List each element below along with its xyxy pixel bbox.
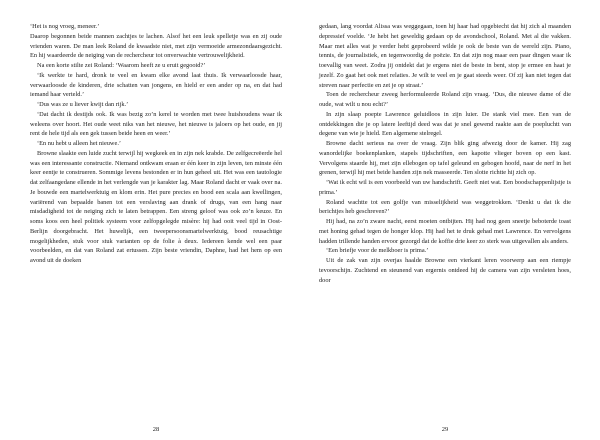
paragraph: Browne dacht serieus na over de vraag. Zijn blik ging afwezig door de kamer. Hij zag wanordelijke boekenplanken, stapels tijdschriften, een kapotte vlieger boven op een kast. Vervolgens staarde hij, met zijn ellebogen op tafel geleund en gebogen hoofd, naar de nerf in het grenen, terwijl hij met beide handen zijn nek masseerde. Ten slotte richtte hij zich op. [319,140,571,177]
paragraph: Na een korte stilte zei Roland: ‘Waarom heeft ze u eruit gegooid?’ [37,62,206,69]
paragraph: ‘Het is nog vroeg, meneer.’ [30,23,100,30]
paragraph: ‘En nu hebt u alleen het nieuwe.’ [37,140,122,147]
right-page [319,22,571,433]
paragraph: Uit de zak van zijn overjas haalde Browne een vierkant leren voorwerp aan een riempje tevoorschijn. Zuchtend en steunend van ergernis ontdeed hij de camera van zijn versleten hoes, door [319,257,571,284]
left-page [30,22,282,433]
right-page-number: 29 [441,426,449,433]
paragraph: ‘Dat dacht ik destijds ook. Ik was bezig zo’n kerel te worden met twee huishoudens waar ik weleens over hoort. Het oude weet niks van het nieuwe, het nieuwe is jaloers op het oude, en jij rent de hele tijd als een gek tussen beide heen en weer.’ [30,110,282,138]
left-page-text [30,22,282,266]
paragraph: Roland wachtte tot een golfje van misselijkheid was weggetrokken. ‘Denkt u dat ik die berichtjes heb geschreven?’ [319,198,571,216]
paragraph: Toen de rechercheur zweeg herformuleerde Roland zijn vraag. ‘Dus, die nieuwe dame of die oude, wat wilt u nou echt?’ [319,91,571,108]
left-page-number: 28 [152,426,160,433]
paragraph: In zijn slaap poepte Lawrence geluidloos in zijn luier. De stank viel mee. Een van de ontdekkingen die je op latere leeftijd deed was dat je snel gewend raakte aan de poepluchtt van degene van wie je hield. Een algemene stelregel. [319,110,571,138]
paragraph: ‘Wat ik echt wil is een voorbeeld van uw handschrift. Geeft niet wat. Een boodschappenlijstje is prima.’ [319,179,571,196]
paragraph: ‘Ik werkte te hard, dronk te veel en kwam elke avond laat thuis. Ik verwaarloosde haar, verwaarloosde de kinderen, drie schatten van jongens, en hield er een ander op na, en dat had iemand haar verteld.’ [30,71,282,99]
paragraph: Browne slaakte een luide zucht terwijl hij wegkeek en in zijn nek krabde. De zelfgecreëerde hel was een interessante constructie. Niemand ontkwam eraan er één keer in zijn leven, ten minste één keer eentje te construeren. Sommige levens bestonden er in hun geheel uit. Het was een tautologie dat zelfaangedane ellende in het verlengde van je karakter lag. Maar Roland dacht er vaak over na. Je bouwde een martelwerktuig en klom erin. Het pure precies en bood een scala aan kwellingen, variërend van bepaalde banen tot een verslaving aan drank of drugs, van een hang naar misdadigheid tot de neiging zich te laten betrappen. Een streng geloof was ook zo’n keuze. En soms koos een heel politiek systeem voor zelfopgelegde misère: hij had ooit veel tijd in Oost-Berlijn doorgebracht. Het huwelijk, een tweepersoonsmartelwerktuig, bood reusachtige mogelijkheden, stuk voor stuk varianten op de folie à deux. Iedereen kende wel een paar voorbeelden, en dat van Roland zat ertussen. Zijn beste vriendin, Daphne, had het hem op een avond uit de doeken [30,149,282,264]
paragraph: gedaan, lang voordat Alissa was weggegaan, toen hij haar had opgebiecht dat hij zich al maanden depressief voelde. ‘Je hebt het geweldig gedaan op de avondschool, Roland. Met al die vakken. Maar met alles wat je verder hebt geprobeerd wilde je ook de beste van de wereld zijn. Piano, tennis, de journalistiek, en tegenwoordig de poëzie. En dat zijn nog maar een paar dingen waar ik toevallig van weet. Zodra jij ontdekt dat je ergens niet de beste in bent, stop je ermee en haat je jezelf. Zo gaat het ook met relaties. Je wilt te veel en je gaat steeds weer. Of zij kan niet tegen dat streven naar perfectie en zet je op straat.’ [319,23,571,89]
paragraph: Hij had, na zo’n zware nacht, eerst moeten ontbijten. Hij had nog geen sneetje beboterde toast met honing gehad tegen de honger klop. Hij had het te druk gehad met Lawrence. En vervolgens hadden trillende handen ervoor gezorgd dat de koffie drie keer zo sterk was uitgevallen als anders. [319,218,571,245]
paragraph: ‘Dus was ze u liever kwijt dan rijk.’ [37,101,129,108]
paragraph: Daarop begonnen beide mannen zachtjes te lachen. Alsof het een leuk spelletje was en zij oude vrienden waren. De man leek Roland de kwaadste niet, met zijn vermoeide armezondaarsgezicht. En hij waardeerde de neiging van de rechercheur tot onverwachte vertrouwelijkheid. [30,32,282,60]
paragraph: ‘Een briefje voor de melkboer is prima.’ [326,247,429,255]
right-page-text [319,22,571,285]
